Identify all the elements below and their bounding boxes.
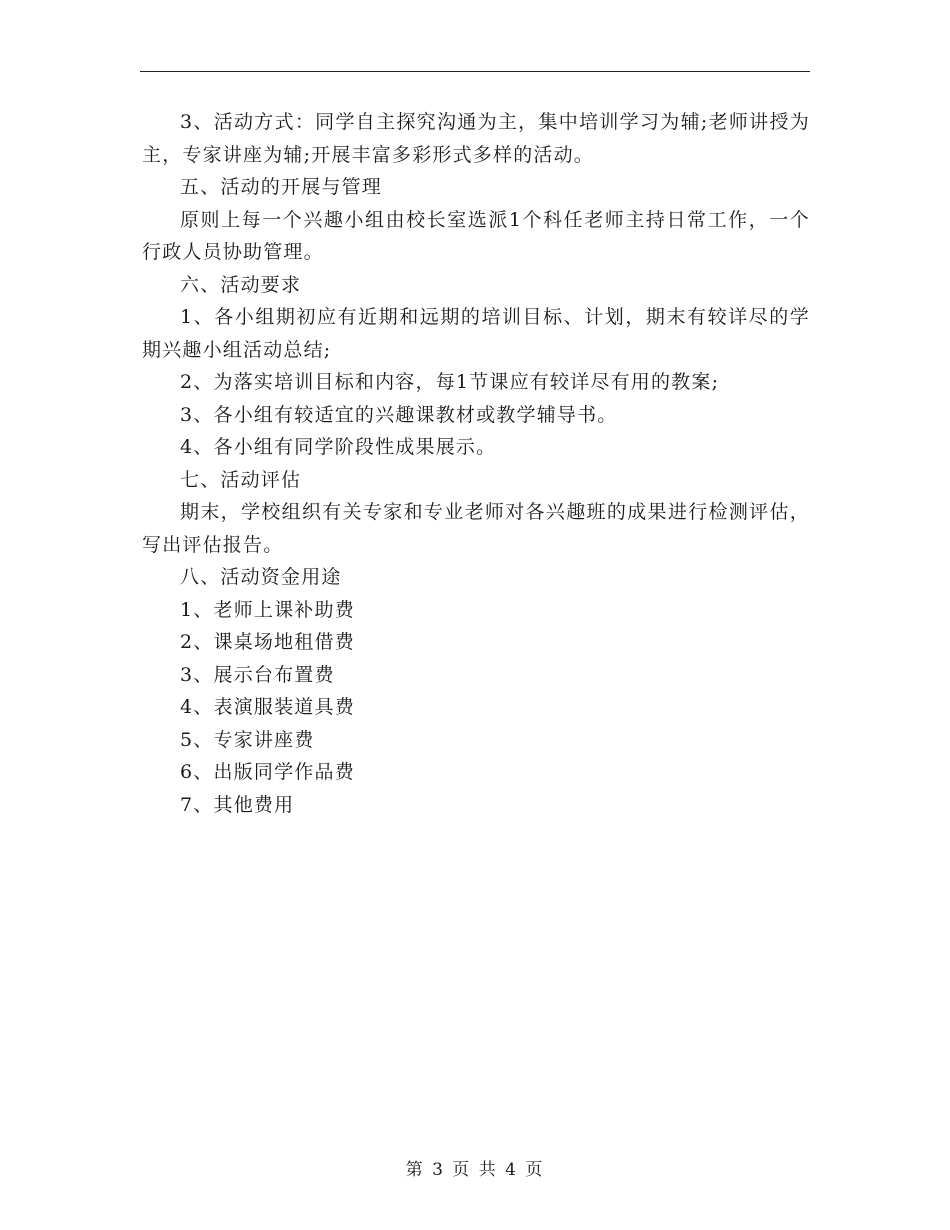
list-item: 7、其他费用 (180, 793, 295, 816)
list-item: 1、各小组期初应有近期和远期的培训目标、计划，期末有较详尽的学期兴趣小组活动总结; (142, 306, 810, 361)
list-item: 2、课桌场地租借费 (180, 631, 355, 653)
paragraph: 原则上每一个兴趣小组由校长室选派1个科任老师主持日常工作，一个行政人员协助管理。 (142, 208, 810, 263)
paragraph: 期末，学校组织有关专家和专业老师对各兴趣班的成果进行检测评估，写出评估报告。 (142, 501, 810, 556)
page-footer (0, 1155, 950, 1180)
document-body (142, 106, 810, 821)
section-heading: 七、活动评估 (180, 468, 302, 491)
header-rule (140, 71, 810, 72)
section-heading: 五、活动的开展与管理 (180, 176, 383, 198)
list-item: 5、专家讲座费 (180, 728, 315, 751)
section-heading: 八、活动资金用途 (180, 566, 342, 588)
paragraph: 3、活动方式：同学自主探究沟通为主，集中培训学习为辅;老师讲授为主，专家讲座为辅;开展丰富多彩形式多样的活动。 (142, 111, 810, 166)
list-item: 2、为落实培训目标和内容，每1节课应有较详尽有用的教案; (180, 371, 720, 393)
page-number-label: 第 3 页 共 4 页 (405, 1160, 545, 1180)
list-item: 4、表演服装道具费 (180, 696, 355, 718)
list-item: 1、老师上课补助费 (180, 598, 355, 621)
list-item: 3、展示台布置费 (180, 663, 335, 686)
list-item: 4、各小组有同学阶段性成果展示。 (180, 436, 497, 458)
list-item: 3、各小组有较适宜的兴趣课教材或教学辅导书。 (180, 403, 618, 426)
section-heading: 六、活动要求 (180, 273, 302, 296)
list-item: 6、出版同学作品费 (180, 761, 355, 783)
